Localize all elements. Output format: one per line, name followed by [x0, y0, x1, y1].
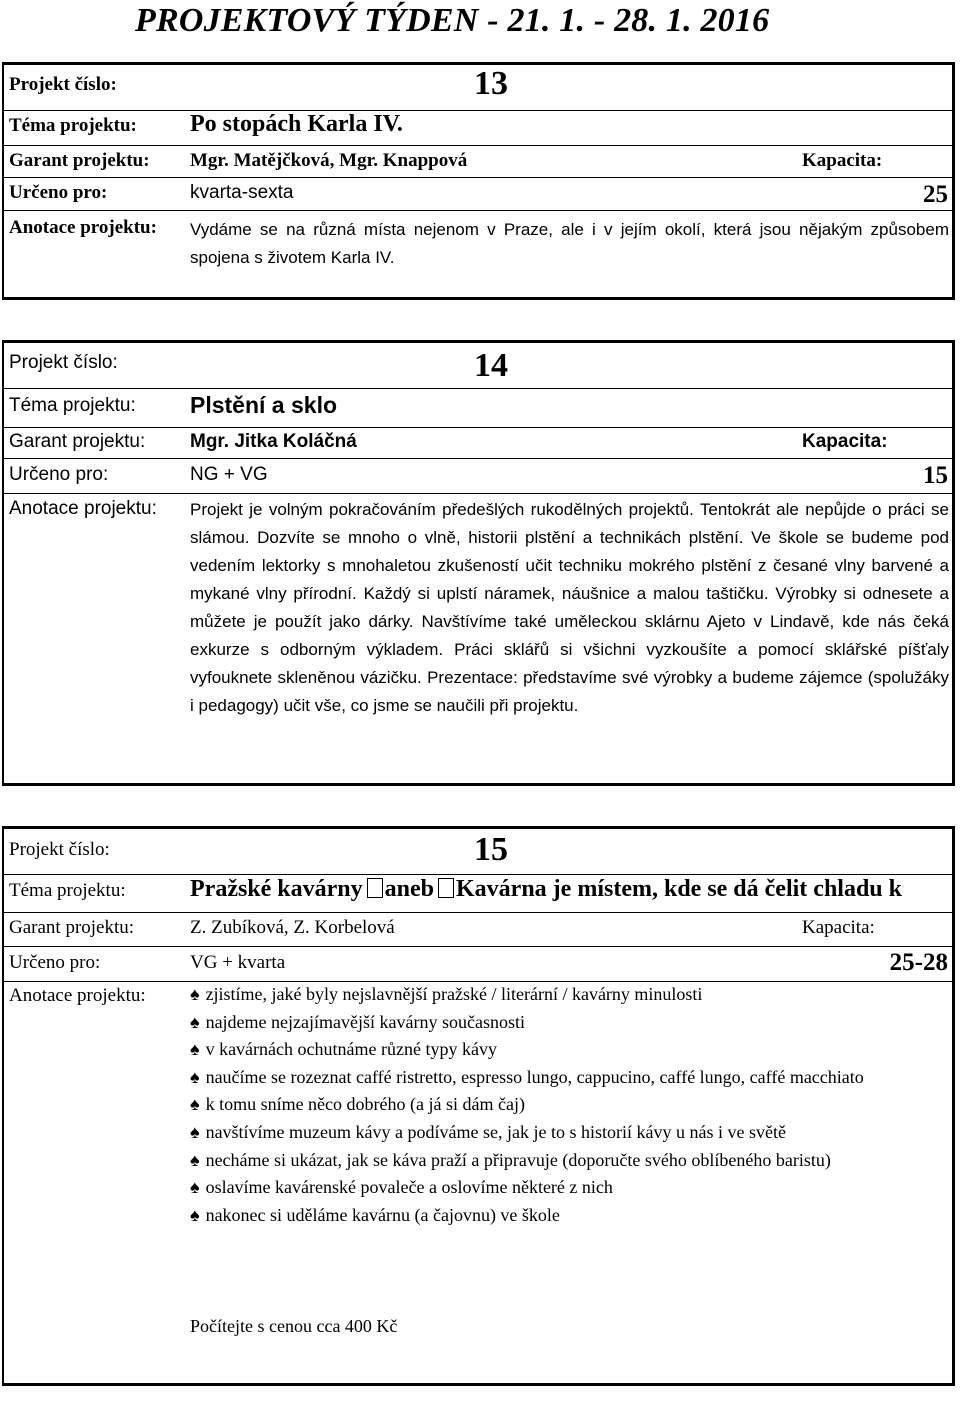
- list-item: ♠ navštívíme muzeum kávy a podíváme se, jak je to s historií kávy u nás i ve světě: [190, 1119, 949, 1147]
- label-project-number: Projekt číslo:: [9, 74, 117, 95]
- list-item: ♠ oslavíme kavárenské povaleče a oslovíme některé z nich: [190, 1174, 949, 1202]
- missing-glyph-icon: [367, 878, 383, 898]
- project-annotation: Vydáme se na různá místa nejenom v Praze, ale i v jejím okolí, která jsou nějakým způsobem spojena s životem Karla IV.: [190, 220, 949, 267]
- label-topic: Téma projektu:: [9, 880, 126, 901]
- project-card-15: [2, 826, 955, 1386]
- label-guarantor: Garant projektu:: [9, 150, 150, 171]
- project-bullet-list: [190, 981, 949, 1229]
- project-capacity: 15: [923, 462, 948, 489]
- project-guarantor: Mgr. Jitka Koláčná: [190, 431, 357, 452]
- label-audience: Určeno pro:: [9, 182, 108, 203]
- label-guarantor: Garant projektu:: [9, 917, 135, 938]
- label-guarantor: Garant projektu:: [9, 431, 146, 452]
- spade-icon: ♠: [190, 1121, 200, 1142]
- project-topic: Pražské kavárny aneb Kavárna je místem, kde se dá čelit chladu k: [190, 876, 902, 902]
- spade-icon: ♠: [190, 1149, 200, 1170]
- label-capacity: Kapacita:: [802, 150, 883, 171]
- list-item: ♠ v kavárnách ochutnáme různé typy kávy: [190, 1036, 949, 1064]
- list-item: ♠ necháme si ukázat, jak se káva praží a připravuje (doporučte svého oblíbeného baristu): [190, 1147, 949, 1175]
- project-number: 15: [474, 831, 508, 868]
- label-capacity: Kapacita:: [802, 917, 875, 938]
- project-audience: NG + VG: [190, 464, 268, 485]
- missing-glyph-icon: [438, 878, 454, 898]
- project-annotation: Projekt je volným pokračováním předešlých rukodělných projektů. Tentokrát ale nepůjde o práci se slámou. Dozvíte se mnoho o vlně, historii plstění a technikách plstění. Ve škole se budeme pod vedením lektorky s mnohaletou zkušeností učit techniku mokrého plstění z česané vlny barvené a mykané vlny přírodní. Každý si uplstí náramek, náušnice a malou taštičku. Výrobky si odnesete a můžete je použít jako dárky. Navštívíme také uměleckou sklárnu Ajeto v Lindavě, kde nás čeká exkurze s odborným výkladem. Práci sklářů si všichni vyzkoušíte a pomocí sklářské píšťaly vyfouknete skleněnou vázičku. Prezentace: představíme své výrobky a budeme zájemce (spolužáky i pedagogy) učit vše, co jsme se naučili při projektu.: [190, 500, 949, 715]
- project-card-14: [2, 340, 955, 786]
- label-project-number: Projekt číslo:: [9, 839, 110, 860]
- list-item: ♠ k tomu sníme něco dobrého (a já si dám čaj): [190, 1091, 949, 1119]
- label-annotation: Anotace projektu:: [9, 217, 157, 238]
- label-audience: Určeno pro:: [9, 464, 109, 485]
- project-audience: VG + kvarta: [190, 952, 286, 973]
- spade-icon: ♠: [190, 1204, 200, 1225]
- project-capacity: 25-28: [889, 949, 948, 976]
- spade-icon: ♠: [190, 1039, 200, 1060]
- label-topic: Téma projektu:: [9, 395, 136, 416]
- project-audience: kvarta-sexta: [190, 182, 294, 203]
- project-number: 13: [474, 65, 508, 102]
- label-audience: Určeno pro:: [9, 952, 101, 973]
- list-item: ♠ najdeme nejzajímavější kavárny současnosti: [190, 1009, 949, 1037]
- spade-icon: ♠: [190, 1066, 200, 1087]
- project-topic: Po stopách Karla IV.: [190, 111, 403, 137]
- project-guarantor: Z. Zubíková, Z. Korbelová: [190, 917, 395, 938]
- price-note: Počítejte s cenou cca 400 Kč: [190, 1316, 398, 1336]
- project-capacity: 25: [923, 181, 948, 208]
- spade-icon: ♠: [190, 1177, 200, 1198]
- label-annotation: Anotace projektu:: [9, 985, 146, 1006]
- label-project-number: Projekt číslo:: [9, 352, 118, 373]
- list-item: ♠ naučíme se rozeznat caffé ristretto, espresso lungo, cappucino, caffé lungo, caffé macchiato: [190, 1064, 949, 1092]
- spade-icon: ♠: [190, 1011, 200, 1032]
- project-number: 14: [474, 347, 508, 384]
- project-guarantor: Mgr. Matějčková, Mgr. Knappová: [190, 150, 468, 171]
- spade-icon: ♠: [190, 1094, 200, 1115]
- list-item: ♠ nakonec si uděláme kavárnu (a čajovnu) ve škole: [190, 1202, 949, 1230]
- label-topic: Téma projektu:: [9, 115, 137, 136]
- project-topic: Plstění a sklo: [190, 392, 338, 418]
- page-title: PROJEKTOVÝ TÝDEN - 21. 1. - 28. 1. 2016: [135, 2, 770, 39]
- label-capacity: Kapacita:: [802, 431, 888, 452]
- spade-icon: ♠: [190, 984, 200, 1004]
- project-card-13: [2, 62, 955, 300]
- label-annotation: Anotace projektu:: [9, 498, 157, 519]
- list-item: ♠ zjistíme, jaké byly nejslavnější pražské / literární / kavárny minulosti: [190, 981, 949, 1009]
